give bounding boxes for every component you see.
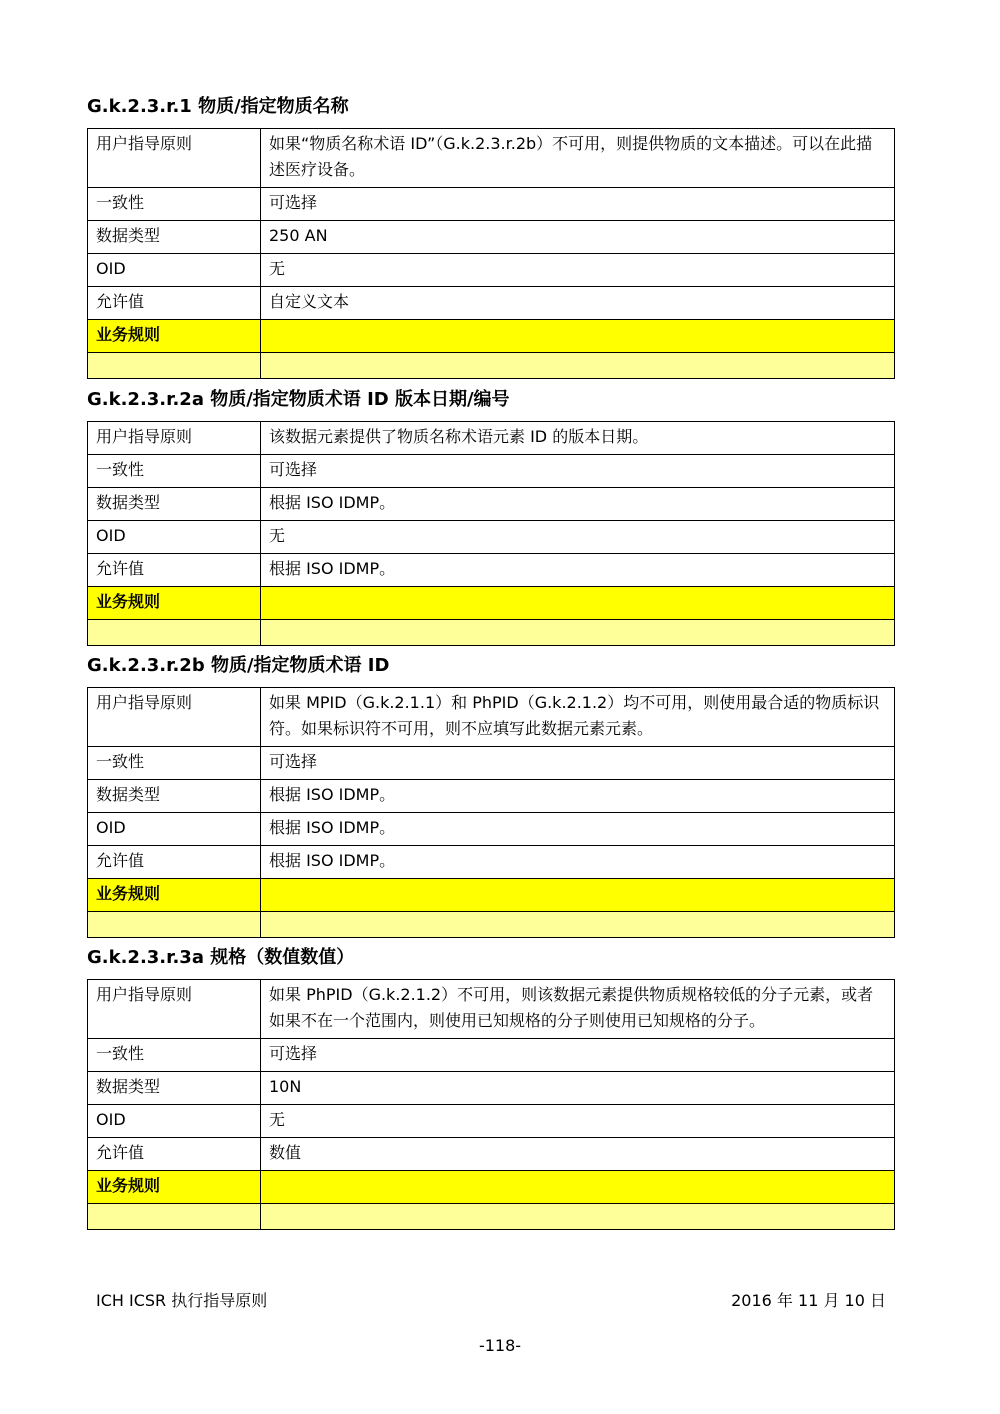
table-row — [88, 747, 895, 780]
section-1 — [87, 92, 895, 379]
row-value: 该数据元素提供了物质名称术语元素 ID 的版本日期。 — [261, 422, 895, 455]
table-row — [88, 455, 895, 488]
business-rule-value — [261, 320, 895, 353]
field-table — [87, 687, 895, 938]
section-heading: G.k.2.3.r.2b 物质/指定物质术语 ID — [87, 655, 390, 676]
business-rule-row — [88, 320, 895, 353]
empty-cell — [261, 912, 895, 938]
section-heading: G.k.2.3.r.1 物质/指定物质名称 — [87, 96, 349, 117]
business-rule-row — [88, 587, 895, 620]
row-value: 10N — [261, 1072, 895, 1105]
row-label: 数据类型 — [88, 1072, 261, 1105]
row-value: 可选择 — [261, 455, 895, 488]
business-rule-label: 业务规则 — [88, 1171, 261, 1204]
section-heading: G.k.2.3.r.3a 规格（数值数值） — [87, 947, 355, 968]
row-label: 用户指导原则 — [88, 129, 261, 188]
row-value: 250 AN — [261, 221, 895, 254]
section-2 — [87, 385, 895, 646]
business-rule-label: 业务规则 — [88, 587, 261, 620]
row-label: 数据类型 — [88, 780, 261, 813]
business-rule-value — [261, 879, 895, 912]
row-label: 允许值 — [88, 554, 261, 587]
table-row — [88, 422, 895, 455]
row-value: 根据 ISO IDMP。 — [261, 780, 895, 813]
row-label: 数据类型 — [88, 488, 261, 521]
business-rule-content-row — [88, 912, 895, 938]
row-value: 数值 — [261, 1138, 895, 1171]
row-label: 一致性 — [88, 455, 261, 488]
row-label: 一致性 — [88, 1039, 261, 1072]
row-label: 一致性 — [88, 747, 261, 780]
table-row — [88, 780, 895, 813]
table-row — [88, 688, 895, 747]
row-value: 如果 MPID（G.k.2.1.1）和 PhPID（G.k.2.1.2）均不可用，则使用最合适的物质标识符。如果标识符不可用，则不应填写此数据元素元素。 — [261, 688, 895, 747]
table-row — [88, 1072, 895, 1105]
footer-left: ICH ICSR 执行指导原则 — [96, 1291, 268, 1310]
business-rule-content-row — [88, 620, 895, 646]
empty-cell — [261, 620, 895, 646]
table-row — [88, 221, 895, 254]
row-value: 无 — [261, 521, 895, 554]
row-value: 可选择 — [261, 747, 895, 780]
row-label: 用户指导原则 — [88, 422, 261, 455]
row-label: OID — [88, 254, 261, 287]
field-table — [87, 421, 895, 646]
business-rule-content-row — [88, 1204, 895, 1230]
row-value: 可选择 — [261, 188, 895, 221]
business-rule-label: 业务规则 — [88, 320, 261, 353]
row-label: 一致性 — [88, 188, 261, 221]
row-value: 自定义文本 — [261, 287, 895, 320]
table-row — [88, 129, 895, 188]
empty-cell — [88, 912, 261, 938]
row-value: 根据 ISO IDMP。 — [261, 813, 895, 846]
table-row — [88, 287, 895, 320]
empty-cell — [88, 353, 261, 379]
field-table — [87, 979, 895, 1230]
row-label: OID — [88, 813, 261, 846]
table-row — [88, 846, 895, 879]
section-heading: G.k.2.3.r.2a 物质/指定物质术语 ID 版本日期/编号 — [87, 389, 510, 410]
row-value: 根据 ISO IDMP。 — [261, 846, 895, 879]
row-value: 根据 ISO IDMP。 — [261, 488, 895, 521]
table-row — [88, 813, 895, 846]
business-rule-content-row — [88, 353, 895, 379]
row-label: 允许值 — [88, 287, 261, 320]
empty-cell — [88, 620, 261, 646]
row-value: 可选择 — [261, 1039, 895, 1072]
business-rule-row — [88, 1171, 895, 1204]
table-row — [88, 980, 895, 1039]
table-row — [88, 554, 895, 587]
business-rule-row — [88, 879, 895, 912]
row-label: OID — [88, 1105, 261, 1138]
table-row — [88, 1039, 895, 1072]
row-value: 如果“物质名称术语 ID”（G.k.2.3.r.2b）不可用，则提供物质的文本描述。可以在此描述医疗设备。 — [261, 129, 895, 188]
section-4 — [87, 943, 895, 1230]
empty-cell — [261, 1204, 895, 1230]
business-rule-label: 业务规则 — [88, 879, 261, 912]
section-3 — [87, 651, 895, 938]
row-value: 无 — [261, 1105, 895, 1138]
table-row — [88, 521, 895, 554]
table-row — [88, 1138, 895, 1171]
row-value: 无 — [261, 254, 895, 287]
empty-cell — [261, 353, 895, 379]
business-rule-value — [261, 587, 895, 620]
empty-cell — [88, 1204, 261, 1230]
table-row — [88, 188, 895, 221]
row-label: 数据类型 — [88, 221, 261, 254]
table-row — [88, 488, 895, 521]
business-rule-value — [261, 1171, 895, 1204]
row-label: OID — [88, 521, 261, 554]
row-label: 用户指导原则 — [88, 980, 261, 1039]
row-value: 根据 ISO IDMP。 — [261, 554, 895, 587]
table-row — [88, 254, 895, 287]
page-number: -118- — [478, 1336, 522, 1355]
row-label: 允许值 — [88, 846, 261, 879]
field-table — [87, 128, 895, 379]
footer-right: 2016 年 11 月 10 日 — [731, 1291, 886, 1310]
row-label: 允许值 — [88, 1138, 261, 1171]
row-value: 如果 PhPID（G.k.2.1.2）不可用，则该数据元素提供物质规格较低的分子元素，或者如果不在一个范围内，则使用已知规格的分子则使用已知规格的分子。 — [261, 980, 895, 1039]
row-label: 用户指导原则 — [88, 688, 261, 747]
table-row — [88, 1105, 895, 1138]
